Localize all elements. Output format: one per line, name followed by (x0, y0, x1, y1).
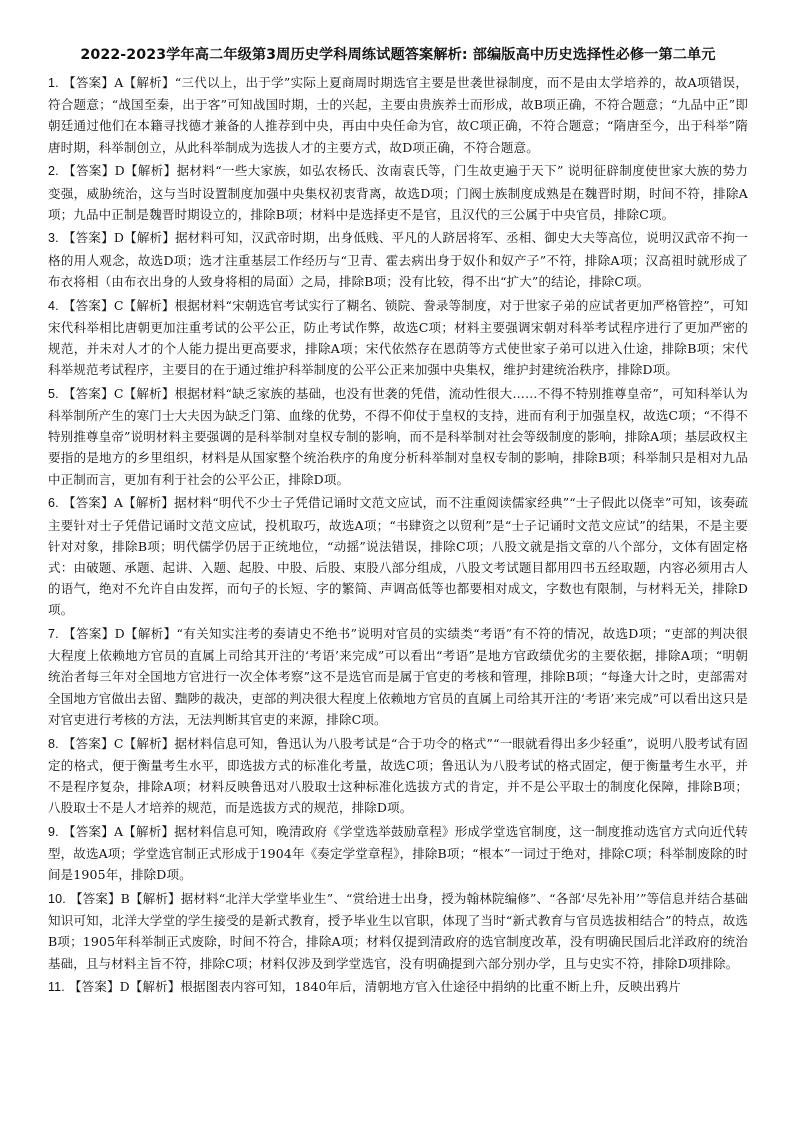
item-number: 10. (48, 892, 66, 907)
item-text: 【答案】D【解析】据材料可知，汉武帝时期，出身低贱、平凡的人跻居将军、丞相、御史大夫等高位，说明汉武帝不拘一格的用人观念，故选D项；选才注重基层工作经历与“卫青、霍去病出身于奴仆和奴产子”不符，排除A项；汉高祖时就形成了布衣将相（由布衣出身的人致身将相的局面）之局，排除B项；没有比较，得不出“扩大”的结论，排除C项。 (48, 230, 749, 289)
answer-item (48, 976, 748, 998)
answer-item (48, 733, 748, 819)
item-number: 5. (48, 386, 59, 401)
document-title: 2022-2023学年高二年级第3周历史学科周练试题答案解析: 部编版高中历史选择性必修一第二单元 (80, 47, 716, 63)
item-number: 2. (48, 164, 59, 179)
answer-item (48, 72, 748, 158)
item-text: 【答案】C【解析】据材料信息可知，鲁迅认为八股考试是“合于功令的格式”“一眼就看得出多少轻重”，说明八股考试有固定的格式，便于衡量考生水平，即选拔方式的标准化考量，故选C项；鲁迅认为八股考试的格式固定，便于衡量考生水平，并不是程序复杂，排除A项；材料反映鲁迅对八股取士这种标准化选拔方式的肯定，并不是公平取士的制度化保障，排除B项；八股取士不是人才培养的规范，而是选拔方式的规范，排除D项。 (48, 735, 748, 816)
answer-item (48, 227, 748, 292)
item-number: 11. (48, 980, 65, 995)
item-text: 【答案】C【解析】根据材料“宋朝选官考试实行了糊名、锁院、誊录等制度，对于世家子弟的应试者更加严格管控”，可知宋代科举相比唐朝更加注重考试的公平公正，防止考试作弊，故选C项；材料主要强调宋朝对科举考试程序进行了更加严密的规范，并未对人才的个人能力提出更高要求，排除A项；宋代依然存在恩荫等方式使世家子弟可以进入仕途，排除B项；宋代科举规范考试程序，主要目的在于通过维护科举制度的公平公正来加强中央集权，维护封建统治秩序，排除D项。 (48, 297, 748, 378)
item-number: 9. (48, 824, 59, 839)
answer-item (48, 492, 748, 620)
item-number: 1. (48, 76, 59, 90)
answer-list (48, 72, 748, 999)
item-number: 8. (48, 736, 59, 751)
item-text: 【答案】A【解析】据材料信息可知，晚清政府《学堂选举鼓励章程》形成学堂选官制度，这一制度推动选官方式向近代转型，故选A项；学堂选官制正式形成于1904年《奏定学堂章程》，排除B项；“根本”一词过于绝对，排除C项；科举制废除的时间是1905年，排除D项。 (48, 823, 748, 883)
item-text: 【答案】D【解析】据材料“一些大家族，如弘农杨氏、汝南袁氏等，门生故吏遍于天下” 说明征辟制度使世家大族的势力变强，威胁统治，这与当时设置制度加强中央集权初衷背离，故选D项；门阀士族制度成熟是在魏晋时期，时间不符，排除A项；九品中正制是魏晋时期设立的，排除B项；材料中是选择吏不是官，且汉代的三公属于中央官员，排除C项。 (48, 163, 748, 222)
item-text: 【答案】A【解析】“三代以上，出于学”实际上夏商周时期选官主要是世袭世禄制度，而不是由太学培养的，故A项错误，符合题意；“战国至秦，出于客”可知战国时期，士的兴起，主要由贵族养士而形成，故B项正确，不符合题意；“九品中正”即朝廷通过他们在本籍寻找德才兼备的人推荐到中央，再由中央任命为官，故C项正确，不符合题意；“隋唐至今，出于科举”隋唐时期，科举制创立，从此科举制成为选拔人才的主要方式，故D项正确，不符合题意。 (48, 75, 748, 155)
item-number: 6. (48, 496, 59, 511)
item-text: 【答案】D【解析】“有关知实注考的奏请史不绝书”说明对官员的实绩类“考语”有不符的情况，故选D项；“吏部的判决很大程度上依赖地方官员的直属上司给其开注的‘考语’来完成”可以看出“考语”是地方官政绩优劣的主要依据，排除A项；“明朝统治者每三年对全国地方官进行一次全体考察”这不是选官而是属于官吏的考核和管理，排除B项；“每逢大计之时，吏部需对全国地方官做出去留、黜陟的裁决，吏部的判决很大程度上依赖地方官员的直属上司给其开注的‘考语’来完成”可以看出这只是对官吏进行考核的方法，无法判断其官吏的来源，排除C项。 (48, 626, 749, 727)
item-text: 【答案】A【解析】据材料“明代不少士子凭借记诵时文范文应试，而不注重阅读儒家经典”“士子假此以侥幸”可知，该奏疏主要针对士子凭借记诵时文范文应试，投机取巧，故选A项；“书肆资之以贸利”是“士子记诵时文范文应试”的结果，不是主要针对对象，排除B项；明代儒学仍居于正统地位，“动摇”说法错误，排除C项；八股文就是指文章的八个部分，文体有固定格式：由破题、承题、起讲、入题、起股、中股、后股、束股八部分组成，八股文考试题目都用四书五经取题，内容必须用古人的语气，绝对不允许自由发挥，而句子的长短、字的繁简、声调高低等也都要相对成文，字数也有限制，与材料无关，排除D项。 (48, 495, 749, 618)
item-text: 【答案】D【解析】根据图表内容可知，1840年后，清朝地方官入仕途径中捐纳的比重不断上升，反映出鸦片 (69, 979, 681, 995)
answer-item (48, 383, 748, 490)
item-text: 【答案】B【解析】据材料“北洋大学堂毕业生”、“赏给进士出身，授为翰林院编修”、“各部‘尽先补用’”等信息并结合基础知识可知，北洋大学堂的学生接受的是新式教育，授予毕业生以官职，体现了当时“新式教育与官员选拔相结合”的特点，故选B项；1905年科举制正式废除，时间不符合，排除A项；材料仅提到清政府的选官制度改革，没有明确民国后北洋政府的统治基础，且与材料主旨不符，排除C项；材料仅涉及到学堂选官，没有明确提到六部分别办学，且与史实不符，排除D项排除。 (48, 891, 748, 971)
answer-item (48, 160, 748, 225)
item-text: 【答案】C【解析】根据材料“缺乏家族的基础，也没有世袭的凭借，流动性很大……不得不特别推尊皇帝”，可知科举认为科举制所产生的寒门士大夫因为缺乏门第、血缘的优势，不得不仰仗于皇权的支持，进而有利于加强皇权，故选C项；“不得不特别推尊皇帝”说明材料主要强调的是科举制对皇权专制的影响，而不是科举制对社会等级制度的影响，排除A项；基层政权主要指的是地方的乡里组织，材料是从国家整个统治秩序的角度分析科举制对皇权专制的影响，排除B项；科举制只是相对九品中正制而言，更加有利于社会的公平公正，排除D项。 (48, 385, 748, 487)
answer-item (48, 623, 748, 730)
answer-item (48, 295, 748, 381)
item-number: 3. (48, 231, 59, 246)
answer-item (48, 821, 748, 886)
item-number: 4. (48, 298, 59, 313)
answer-item (48, 888, 748, 974)
item-number: 7. (48, 627, 59, 642)
